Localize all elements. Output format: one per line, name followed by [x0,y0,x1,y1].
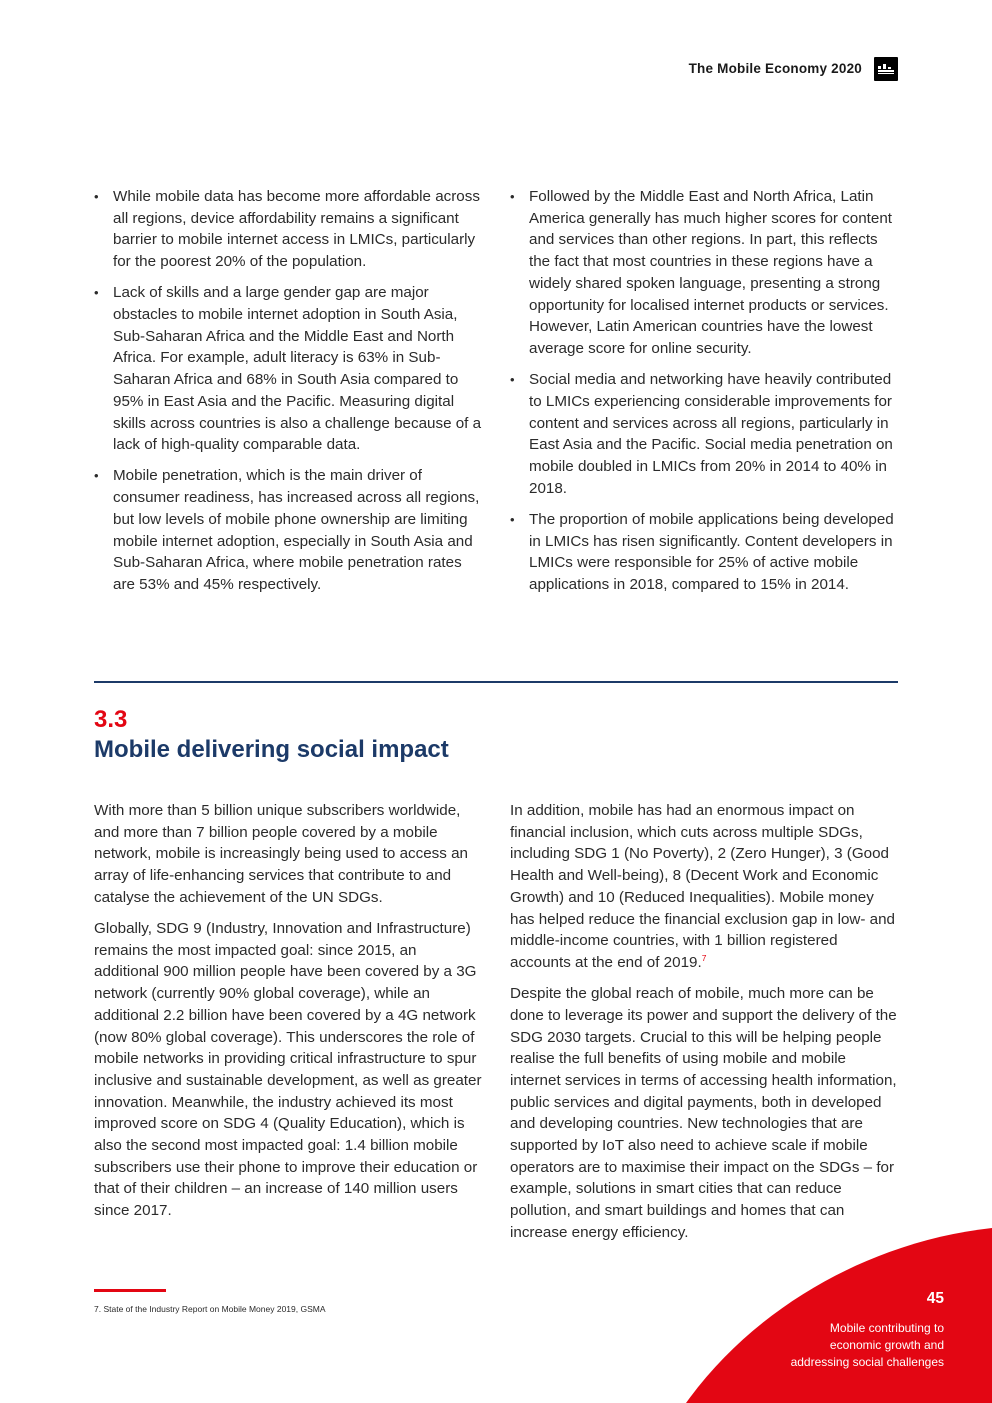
body-paragraph: Globally, SDG 9 (Industry, Innovation and Infrastructure) remains the most impacted goal: since 2015, an additional 900 million people have been covered by a 3G network (currently 90% global coverage), while an additional 2.2 billion have been covered by a 4G network (now 80% global coverage). This underscores the role of mobile networks in providing critical infrastructure to spur inclusive and sustainable development, as well as greater innovation. Meanwhile, the industry achieved its most improved score on SDG 4 (Quality Education), which is also the second most impacted goal: 1.4 billion mobile subscribers use their phone to improve their education or that of their children – an increase of 140 million users since 2017. [94,920,482,1220]
bullet-item: • Mobile penetration, which is the main driver of consumer readiness, has increased across all regions, but low levels of mobile phone ownership are limiting mobile internet adoption, especially in South Asia and Sub-Saharan Africa, where mobile penetration rates are 53% and 45% respectively. [94,465,486,595]
page-number: 45 [926,1290,944,1307]
chapter-label-line: Mobile contributing to [829,1321,944,1335]
section-title: Mobile delivering social impact [94,736,449,763]
section-number: 3.3 [94,706,128,733]
bullet-item: • While mobile data has become more affordable across all regions, device affordability remains a significant barrier to mobile internet access in LMICs, particularly for the poorest 20% of the population. [94,186,486,273]
body-paragraph: With more than 5 billion unique subscribers worldwide, and more than 7 billion people covered by a mobile network, mobile is increasingly being used to access an array of life-enhancing services that contribute to and catalyse the achievement of the UN SDGs. [94,802,468,906]
chapter-label-line: economic growth and [829,1338,944,1352]
bullet-item: • Lack of skills and a large gender gap are major obstacles to mobile internet adoption in South Asia, Sub-Saharan Africa and the Middle East and North Africa. For example, adult literacy is 63% in Sub-Saharan Africa and 68% in South Asia compared to 95% in East Asia and the Pacific. Measuring digital skills across countries is also a challenge because of a lack of high-quality comparable data. [94,282,486,456]
bullet-item: • The proportion of mobile applications being developed in LMICs has risen significantly. Content developers in LMICs were responsible for 25% of active mobile applications in 2018, compared to 15% in 2014. [510,509,902,596]
body-paragraph: Despite the global reach of mobile, much more can be done to leverage its power and support the delivery of the SDG 2030 targets. Crucial to this will be helping people realise the full benefits of using mobile and mobile internet services in terms of accessing health information, public services and digital payments, both in developed and developing countries. New technologies that are supported by IoT also need to achieve scale if mobile operators are to maximise their impact on the SDGs – for example, solutions in smart cities that can reduce pollution, and smart buildings and homes that can increase energy efficiency. [510,985,897,1241]
footnote-reference: 7 [701,952,707,963]
bullet-item: • Followed by the Middle East and North Africa, Latin America generally has much higher scores for content and services than other regions. In part, this reflects the fact that most countries in these regions have a widely shared spoken language, presenting a strong opportunity for localised internet products or services. However, Latin American countries have the lowest average score for online security. [510,186,902,360]
bullet-item: • Social media and networking have heavily contributed to LMICs experiencing considerable improvements for content and services across all regions, particularly in East Asia and the Pacific. Social media penetration on mobile doubled in LMICs from 20% in 2014 to 40% in 2018. [510,369,902,499]
footnote: 7. State of the Industry Report on Mobile Money 2019, GSMA [94,1304,326,1314]
body-paragraph-text: In addition, mobile has had an enormous impact on financial inclusion, which cuts across multiple SDGs, including SDG 1 (No Poverty), 2 (Zero Hunger), 3 (Good Health and Well-being), 8 (Decent Work and Economic Growth) and 10 (Reduced Inequalities). Mobile money has helped reduce the financial exclusion gap in low- and middle-income countries, with 1 billion registered accounts at the end of 2019. [510,802,896,971]
running-header-title: The Mobile Economy 2020 [688,61,862,76]
chapter-label-line: addressing social challenges [790,1355,944,1369]
chapter-label [744,1320,944,1371]
